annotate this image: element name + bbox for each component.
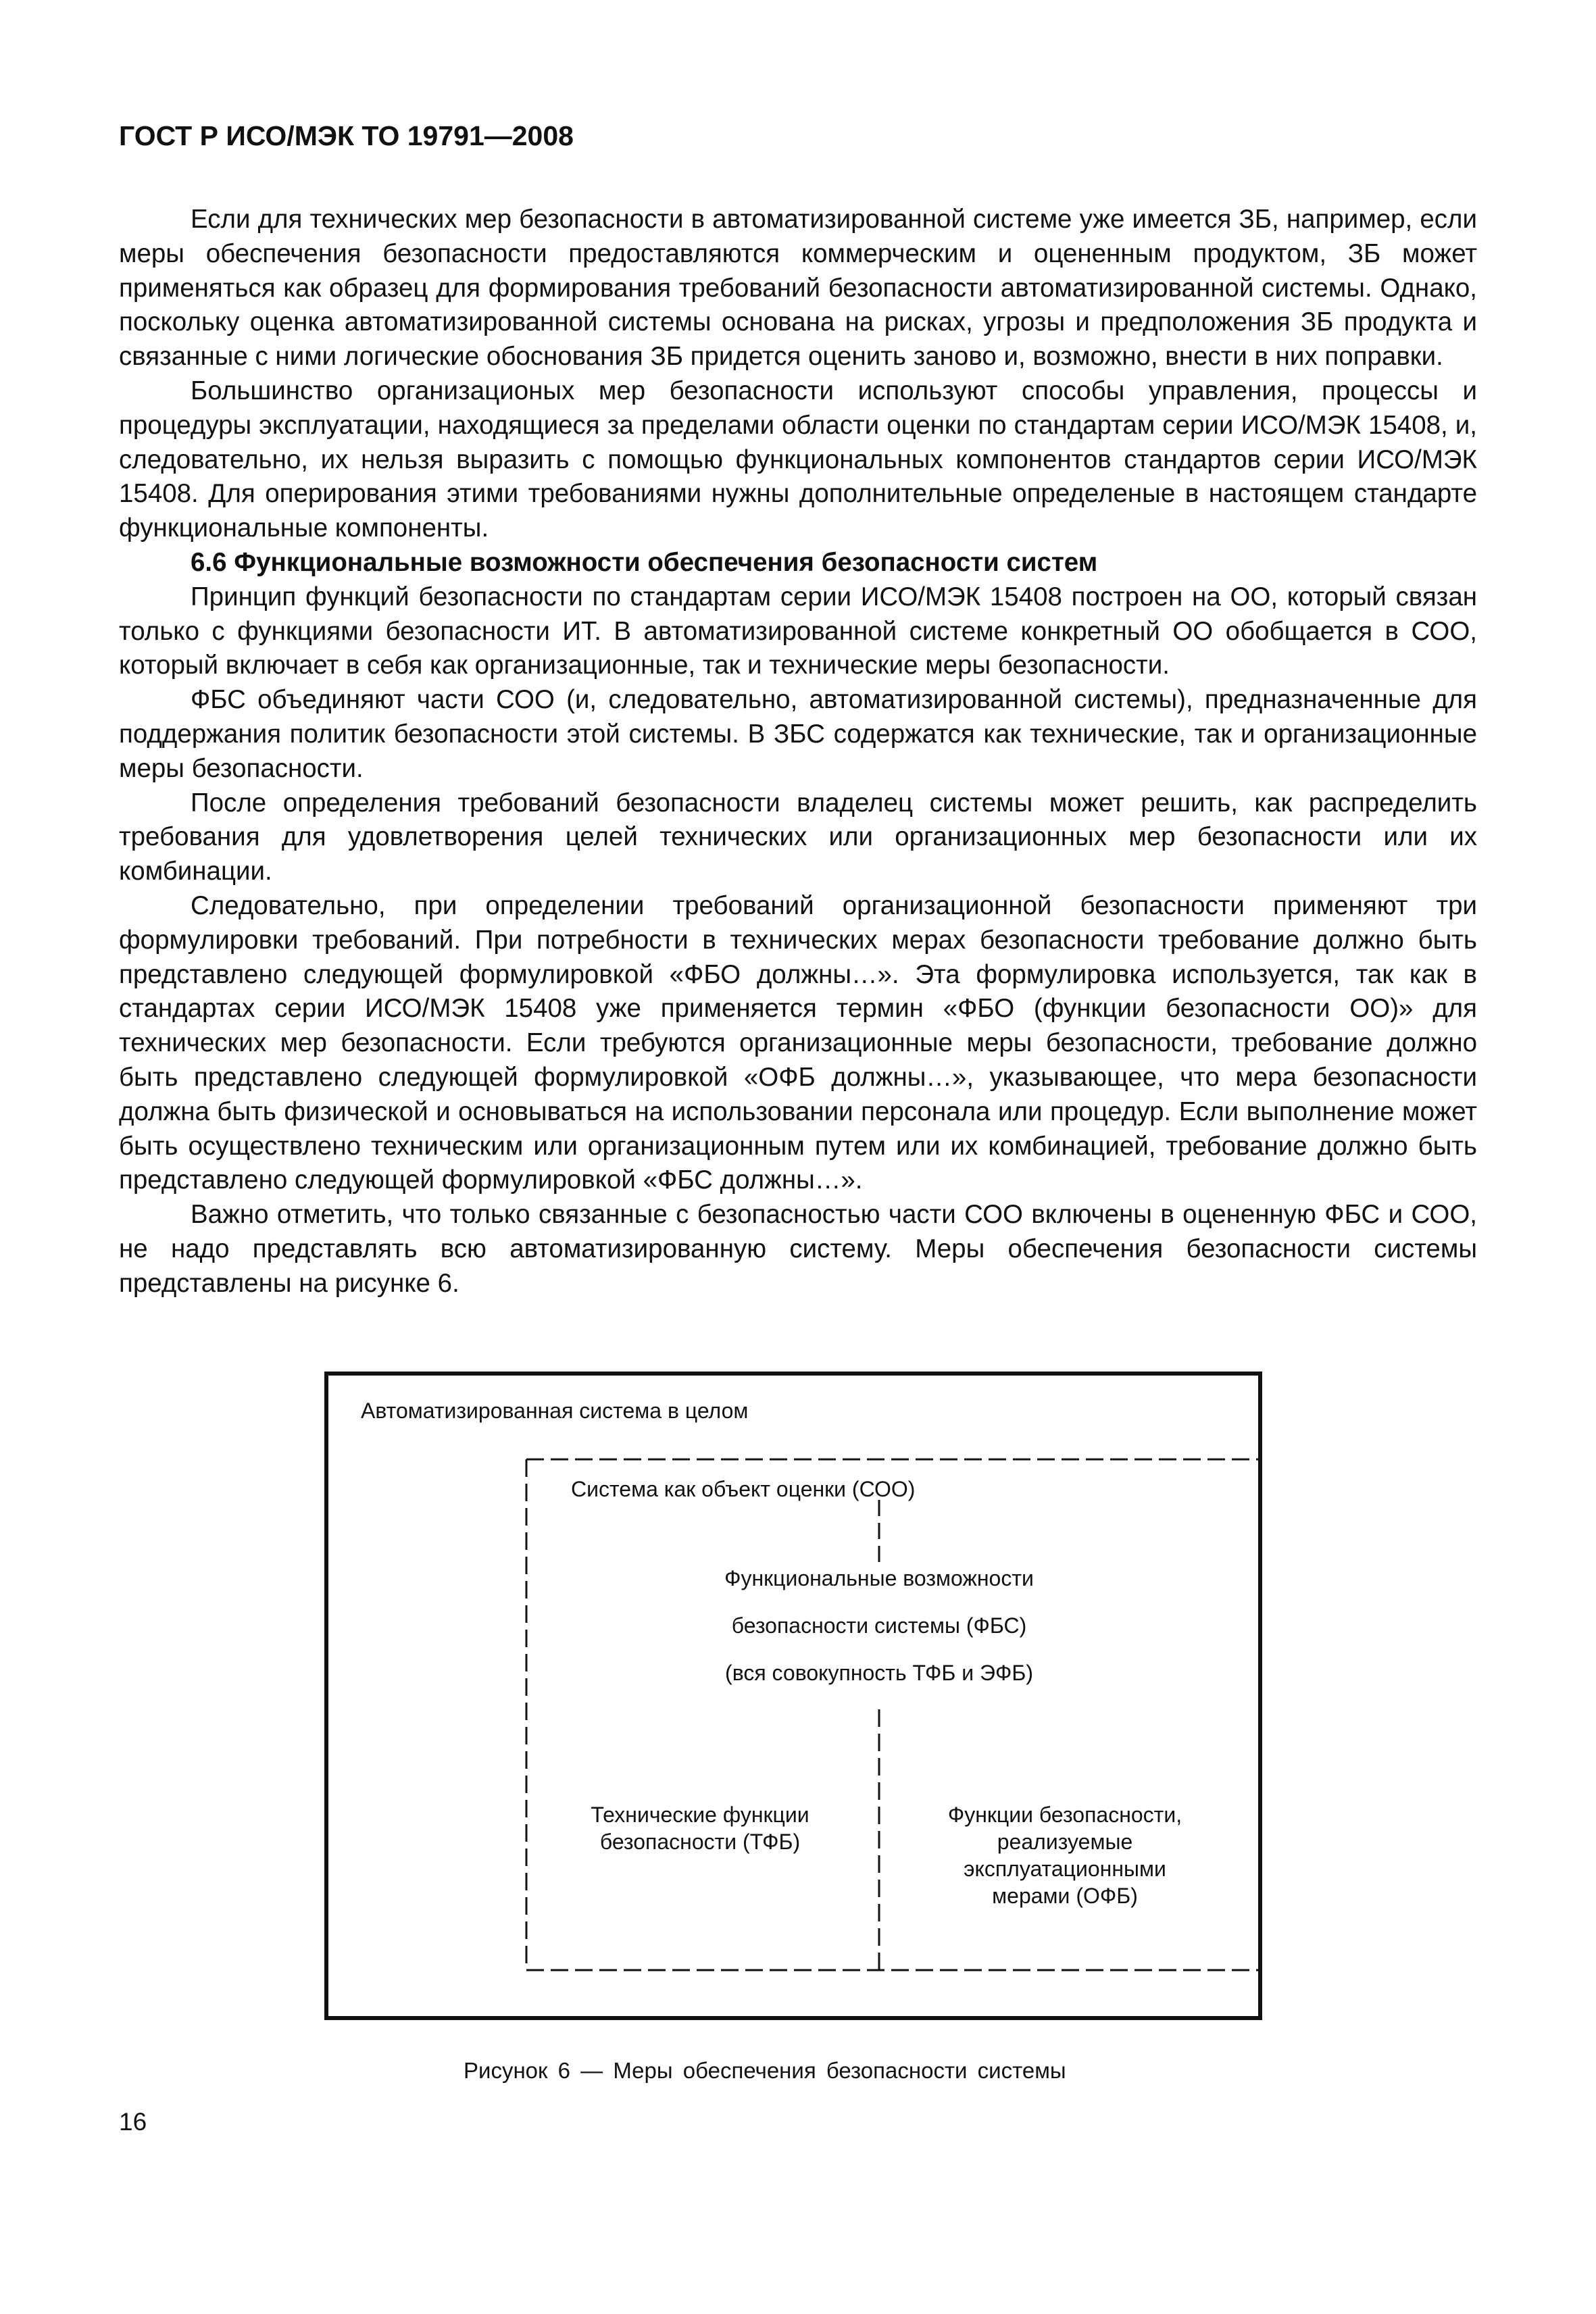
ofb-label-line3: эксплуатационными (964, 1857, 1166, 1881)
figure-lines (328, 1376, 1258, 2016)
paragraph-3: Принцип функций безопасности по стандартам серии ИСО/МЭК 15408 построен на ОО, который связан только с функциями безопасности ИТ. В автоматизированной системе конкретный ОО обобщается в СОО, который включает в себя как организационные, так и технические меры безопасности. (119, 582, 1477, 680)
page-number: 16 (119, 2108, 147, 2136)
figure-caption: Рисунок 6 — Меры обеспечения безопасности системы (464, 2058, 1066, 2083)
paragraph-7: Важно отметить, что только связанные с безопасностью части СОО включены в оцененную ФБС и СОО, не надо представлять всю автоматизированную систему. Меры обеспечения безопасности системы представлены на рисунке 6. (119, 1200, 1477, 1298)
fbs-label-line1: Функциональные возможности (724, 1566, 1034, 1590)
paragraph-4: ФБС объединяют части СОО (и, следовательно, автоматизированной системы), предназначенные для поддержания политик безопасности этой системы. В ЗБС содержатся как технические, так и организационные меры безопасности. (119, 685, 1477, 783)
tfb-label-line2: безопасности (ТФБ) (599, 1830, 801, 1854)
section-heading: 6.6 Функциональные возможности обеспечения безопасности систем (191, 547, 1098, 577)
paragraph-1: Если для технических мер безопасности в автоматизированной системе уже имеется ЗБ, например, если меры обеспечения безопасности предоставляются коммерческим и оцененным продуктом, ЗБ может применяться как образец для формирования требований безопасности автоматизированной системы. Однако, поскольку оценка автоматизированной системы основана на рисках, угрозы и предположения ЗБ продукта и связанные с ними логические обоснования ЗБ придется оценить заново и, возможно, внести в них поправки. (119, 205, 1477, 372)
fbs-label-line3: (вся совокупность ТФБ и ЭФБ) (725, 1661, 1033, 1685)
paragraph-2: Большинство организационых мер безопасности используют способы управления, процессы и процедуры эксплуатации, находящиеся за пределами области оценки по стандартам серии ИСО/МЭК 15408, и, следовательно, их нельзя выразить с помощью функциональных компонентов стандартов серии ИСО/МЭК 15408. Для оперирования этими требованиями нужны дополнительные определеные в настоящем стандарте функциональные компоненты. (119, 376, 1477, 543)
soo-label: Система как объект оценки (СОО) (571, 1477, 916, 1501)
fbs-label-line2: безопасности системы (ФБС) (731, 1613, 1027, 1638)
figure-6-diagram (324, 1372, 1262, 2020)
paragraph-5: После определения требований безопасности владелец системы может решить, как распределить требования для удовлетворения целей технических или организационных мер безопасности или их комбинации. (119, 788, 1477, 886)
ofb-label-line4: мерами (ОФБ) (992, 1884, 1138, 1908)
ofb-label-line2: реализуемые (997, 1830, 1133, 1854)
outer-system-label: Автоматизированная система в целом (361, 1399, 749, 1423)
document-header: ГОСТ Р ИСО/МЭК ТО 19791—2008 (119, 120, 574, 151)
ofb-label-line1: Функции безопасности, (947, 1803, 1182, 1827)
tfb-label-line1: Технические функции (591, 1803, 809, 1827)
body-text (119, 203, 1477, 1301)
paragraph-6: Следовательно, при определении требований организационной безопасности применяют три формулировки требований. При потребности в технических мерах безопасности требование должно быть представлено следующей формулировкой «ФБО должны…». Эта формулировка используется, так как в стандартах серии ИСО/МЭК 15408 уже применяется термин «ФБО (функции безопасности ОО)» для технических мер безопасности. Если требуются организационные меры безопасности, требование должно быть представлено следующей формулировкой «ОФБ должны…», указывающее, что мера безопасности должна быть физической и основываться на использовании персонала или процедур. Если выполнение может быть осуществлено техническим или организационным путем или их комбинацией, требование должно быть представлено следующей формулировкой «ФБС должны…». (119, 890, 1477, 1195)
